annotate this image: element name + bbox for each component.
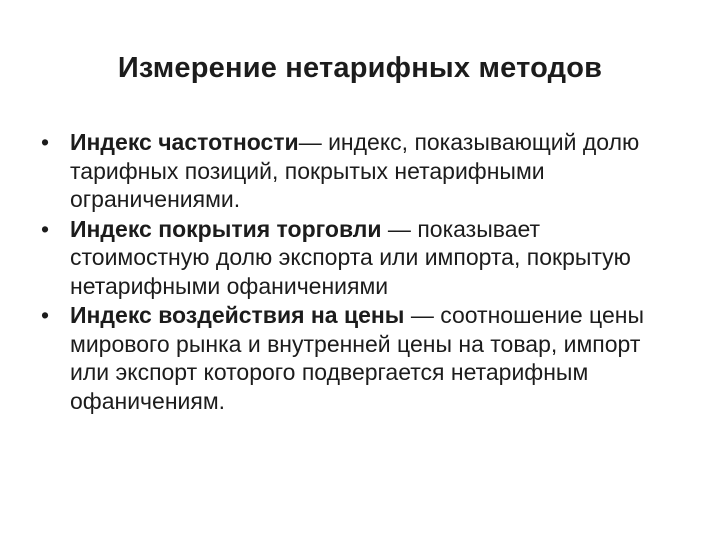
bullet-term: Индекс покрытия торговли xyxy=(70,215,382,242)
bullet-list xyxy=(40,128,680,416)
bullet-text: — показывает стоимостную долю экспорта или импорта, покрытую нетарифными офаничениями xyxy=(70,215,631,299)
bullet-icon: • xyxy=(41,129,50,155)
bullet-icon: • xyxy=(41,302,50,328)
bullet-text: — индекс, показывающий долю тарифных позиций, покрытых нетарифными ограничениями. xyxy=(70,129,640,212)
bullet-item-frequency-index xyxy=(40,128,680,214)
bullet-term: Индекс воздействия на цены xyxy=(70,302,405,328)
bullet-term: Индекс частотности xyxy=(70,129,299,155)
bullet-text: — соотношение цены мирового рынка и внутренней цены на товар, импорт или экспорт которого подвергается нетарифным офаничениям. xyxy=(70,302,644,414)
bullet-item-price-impact-index xyxy=(40,301,680,415)
slide-title: Измерение нетарифных методов xyxy=(117,52,603,84)
bullet-item-trade-coverage-index xyxy=(40,215,680,301)
bullet-icon: • xyxy=(41,215,50,242)
